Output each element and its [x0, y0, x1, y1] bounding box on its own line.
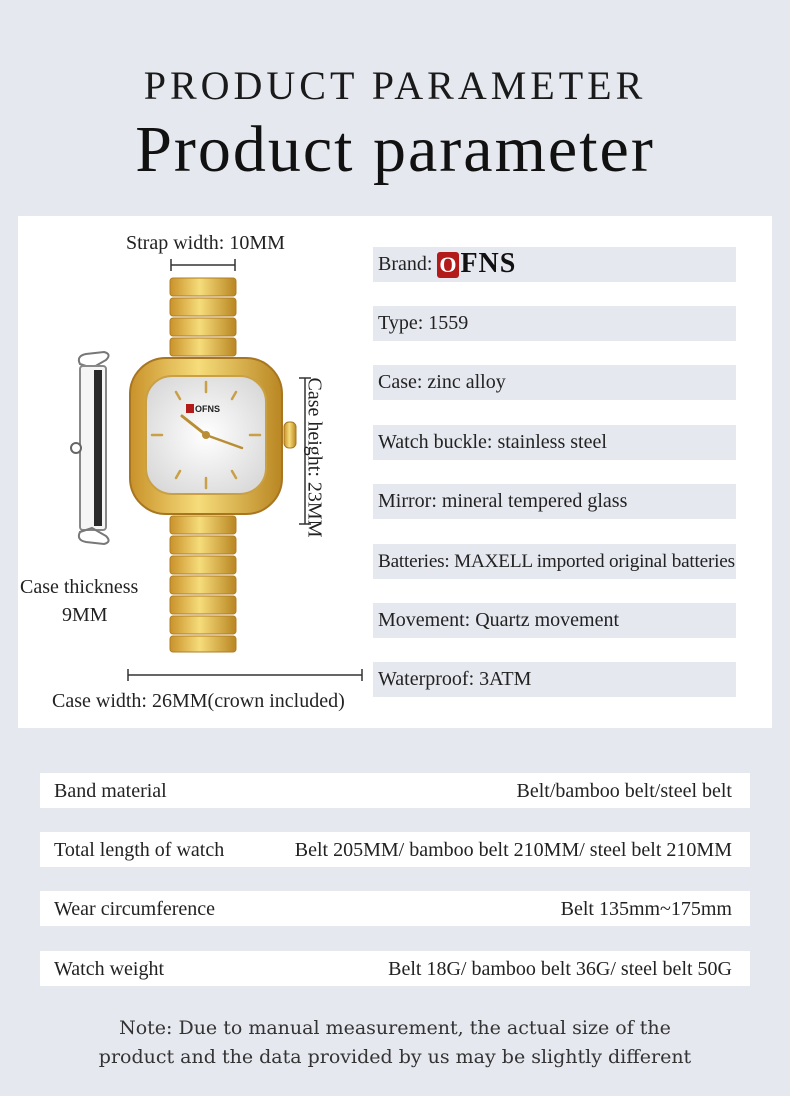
spec-row-band-material [40, 773, 750, 808]
param-batteries: Batteries: MAXELL imported original batteries [373, 544, 736, 579]
strap-width-bracket [169, 258, 239, 272]
param-type: Type: 1559 [373, 306, 736, 341]
case-width-bracket [126, 668, 366, 682]
param-waterproof: Waterproof: 3ATM [373, 662, 736, 697]
page-title: Product parameter [135, 113, 655, 186]
spec-value: Belt 135mm~175mm [560, 898, 732, 920]
case-height-label: Case height: 23MM [303, 377, 326, 538]
spec-label: Wear circumference [54, 898, 216, 920]
note-line-1: Note: Due to manual measurement, the actual size of the [119, 1017, 671, 1039]
watch-side-view-image [56, 346, 116, 556]
param-case: Case: zinc alloy [373, 365, 736, 400]
spec-value: Belt/bamboo belt/steel belt [516, 780, 732, 802]
note-line-2: product and the data provided by us may be slightly different [98, 1046, 692, 1068]
spec-row-watch-weight [40, 951, 750, 986]
watch-front-image [124, 272, 304, 672]
dial-logo: OFNS [195, 404, 221, 414]
strap-width-label: Strap width: 10MM [126, 232, 285, 254]
case-thickness-label: Case thickness [20, 576, 139, 598]
spec-label: Watch weight [54, 958, 165, 980]
heading-caps: PRODUCT PARAMETER [143, 63, 647, 108]
spec-label: Total length of watch [54, 839, 225, 861]
param-watch-buckle: Watch buckle: stainless steel [373, 425, 736, 460]
brand-logo: O FNS [439, 247, 517, 279]
case-width-label: Case width: 26MM(crown included) [52, 690, 345, 712]
param-brand [373, 247, 736, 282]
spec-row-total-length [40, 832, 750, 867]
brand-label: Brand: [378, 253, 433, 275]
spec-value: Belt 205MM/ bamboo belt 210MM/ steel belt 210MM [294, 839, 732, 861]
param-mirror: Mirror: mineral tempered glass [373, 484, 736, 519]
product-panel [18, 216, 772, 728]
spec-label: Band material [54, 780, 167, 802]
spec-value: Belt 18G/ bamboo belt 36G/ steel belt 50G [388, 958, 732, 980]
spec-row-wear-circumference [40, 891, 750, 926]
param-movement: Movement: Quartz movement [373, 603, 736, 638]
case-thickness-value: 9MM [62, 604, 108, 626]
